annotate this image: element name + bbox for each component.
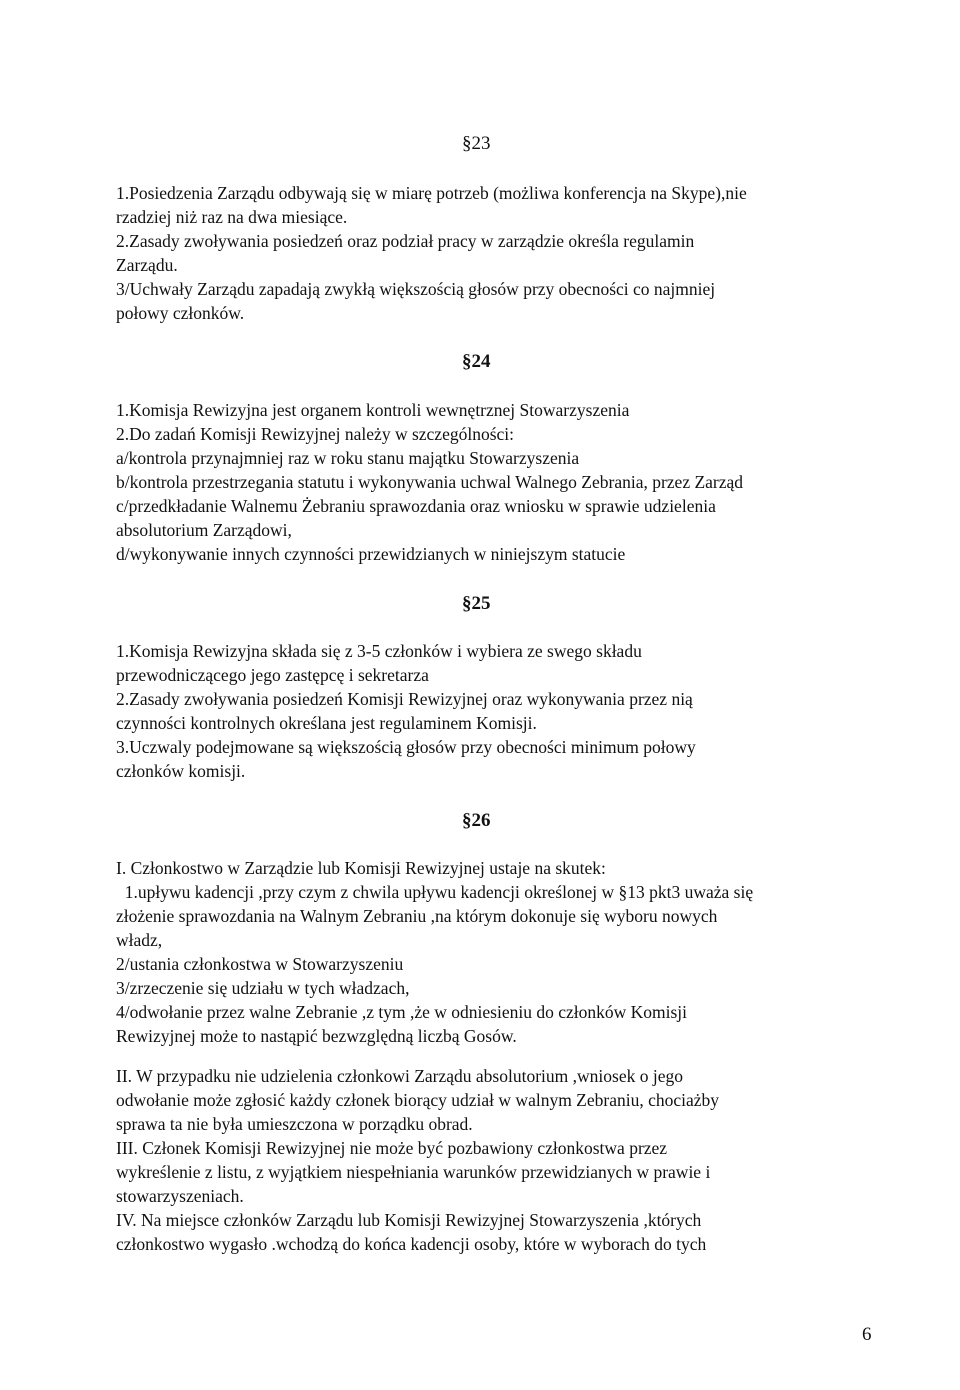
text-line: 1.upływu kadencji ,przy czym z chwila upływu kadencji określonej w §13 pkt3 uważa się	[116, 882, 754, 902]
section-25-body	[116, 639, 896, 783]
text-line: absolutorium Zarządowi,	[116, 520, 292, 540]
text-line: b/kontrola przestrzegania statutu i wykonywania uchwal Walnego Zebrania, przez Zarząd	[116, 472, 744, 492]
text-line: 3/Uchwały Zarządu zapadają zwykłą większością głosów przy obecności co najmniej	[116, 279, 716, 299]
section-heading-24: §24	[462, 351, 491, 372]
text-line: 4/odwołanie przez walne Zebranie ,z tym ,że w odniesieniu do członków Komisji	[116, 1002, 688, 1022]
text-line: członków komisji.	[116, 761, 246, 781]
text-line: stowarzyszeniach.	[116, 1186, 244, 1206]
text-line: odwołanie może zgłosić każdy członek biorący udział w walnym Zebraniu, chociażby	[116, 1090, 720, 1110]
text-line: 2/ustania członkostwa w Stowarzyszeniu	[116, 954, 404, 974]
section-heading-25: §25	[462, 593, 491, 614]
text-line: złożenie sprawozdania na Walnym Zebraniu ,na którym dokonuje się wyboru nowych	[116, 906, 718, 926]
text-line: połowy członków.	[116, 303, 245, 323]
text-line: 2.Zasady zwoływania posiedzeń Komisji Rewizyjnej oraz wykonywania przez nią	[116, 689, 693, 709]
section-24-body	[116, 398, 896, 566]
section-heading-26: §26	[462, 810, 491, 831]
text-line: członkostwo wygasło .wchodzą do końca kadencji osoby, które w wyborach do tych	[116, 1234, 707, 1254]
page-number: 6	[862, 1324, 872, 1345]
text-line: III. Członek Komisji Rewizyjnej nie może być pozbawiony członkostwa przez	[116, 1138, 668, 1158]
text-line: c/przedkładanie Walnemu Żebraniu sprawozdania oraz wniosku w sprawie udzielenia	[116, 496, 716, 516]
text-line: sprawa ta nie była umieszczona w porządku obrad.	[116, 1114, 473, 1134]
text-line: I. Członkostwo w Zarządzie lub Komisji Rewizyjnej ustaje na skutek:	[116, 858, 606, 878]
text-line: czynności kontrolnych określana jest regulaminem Komisji.	[116, 713, 537, 733]
section-23-body	[116, 181, 896, 325]
text-line: Zarządu.	[116, 255, 178, 275]
text-line: a/kontrola przynajmniej raz w roku stanu majątku Stowarzyszenia	[116, 448, 580, 468]
text-line: 2.Zasady zwoływania posiedzeń oraz podział pracy w zarządzie określa regulamin	[116, 231, 695, 251]
text-line: 1.Komisja Rewizyjna jest organem kontroli wewnętrznej Stowarzyszenia	[116, 400, 630, 420]
text-line: 1.Posiedzenia Zarządu odbywają się w miarę potrzeb (możliwa konferencja na Skype),nie	[116, 183, 747, 203]
text-line: Rewizyjnej może to nastąpić bezwzględną liczbą Gosów.	[116, 1026, 517, 1046]
text-line: przewodniczącego jego zastępcę i sekretarza	[116, 665, 429, 685]
text-line: rzadziej niż raz na dwa miesiące.	[116, 207, 348, 227]
text-line: IV. Na miejsce członków Zarządu lub Komisji Rewizyjnej Stowarzyszenia ,których	[116, 1210, 702, 1230]
text-line: II. W przypadku nie udzielenia członkowi Zarządu absolutorium ,wniosek o jego	[116, 1066, 683, 1086]
text-line: 3.Uczwaly podejmowane są większością głosów przy obecności minimum połowy	[116, 737, 696, 757]
text-line: władz,	[116, 930, 163, 950]
text-line: 1.Komisja Rewizyjna składa się z 3-5 członków i wybiera ze swego składu	[116, 641, 642, 661]
section-heading-23: §23	[462, 133, 491, 154]
text-line: wykreślenie z listu, z wyjątkiem niespełniania warunków przewidzianych w prawie i	[116, 1162, 711, 1182]
text-line: d/wykonywanie innych czynności przewidzianych w niniejszym statucie	[116, 544, 626, 564]
section-26-body	[116, 856, 896, 1256]
text-line: 3/zrzeczenie się udziału w tych władzach,	[116, 978, 410, 998]
text-line: 2.Do zadań Komisji Rewizyjnej należy w szczególności:	[116, 424, 515, 444]
